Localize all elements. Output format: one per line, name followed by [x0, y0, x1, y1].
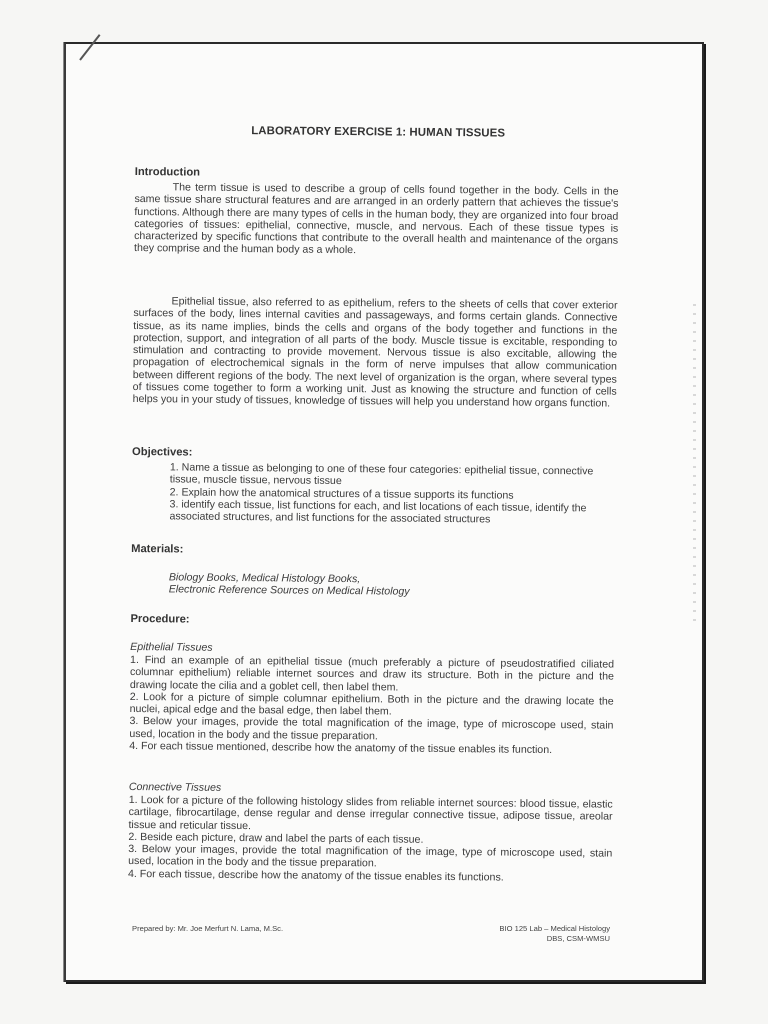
objective-item: 2. Explain how the anatomical structures of a tissue supports its functions: [169, 485, 514, 502]
introduction-heading: Introduction: [134, 165, 201, 179]
epithelial-subheading: Epithelial Tissues: [130, 640, 213, 654]
footer-course-line-1: BIO 125 Lab – Medical Histology: [499, 924, 610, 933]
materials-list: [169, 571, 410, 598]
objectives-heading: Objectives:: [132, 445, 193, 459]
procedure-step: 4. For each tissue mentioned, describe how the anatomy of the tissue enables its function.: [129, 740, 553, 757]
procedure-heading: Procedure:: [130, 612, 190, 626]
materials-heading: Materials:: [131, 542, 184, 556]
procedure-step: 1. Look for a picture of the following histology slides from reliable internet sources: blood tissue, elastic cartilage, fibrocartilage, dense regular and dense irregular connective tissue, adipose tissue, areolar tissue and reticular tissue.: [128, 793, 613, 832]
footer-course-line-2: DBS, CSM-WMSU: [546, 934, 610, 943]
procedure-step: 2. Look for a picture of simple columnar epithelium. Both in the picture and the drawing locate the nuclei, apical edge and the basal edge, then label them.: [129, 690, 614, 718]
footer-course-info: [476, 924, 610, 944]
materials-line-1: Biology Books, Medical Histology Books,: [168, 571, 361, 586]
document-title: LABORATORY EXERCISE 1: HUMAN TISSUES: [251, 125, 506, 140]
introduction-paragraph-2: [133, 295, 618, 410]
introduction-paragraph-1: [134, 181, 619, 259]
materials-line-2: Electronic Reference Sources on Medical Histology: [168, 583, 410, 598]
paragraph-text: Epithelial tissue, also referred to as epithelium, refers to the sheets of cells that cover exterior surfaces of the body, lines internal cavities and passageways, and forms certain glands. Connective tissue, as its name implies, binds the cells and organs of the body together and functions in the protection, support, and integration of all parts of the body. Muscle tissue is excitable, responding to stimulation and contracting to provide movement. Nervous tissue is also excitable, allowing the propagation of electrochemical signals in the form of nerve impulses that allow communication between different regions of the body. The next level of organization is the organ, where several types of tissues come together to form a working unit. Just as knowing the structure and function of cells helps you in your study of tissues, knowledge of tissues will help you understand how organs function.: [132, 295, 618, 410]
procedure-step: 4. For each tissue, describe how the anatomy of the tissue enables its functions.: [127, 867, 504, 884]
connective-steps: [128, 794, 613, 885]
page-edge-texture: [693, 304, 696, 624]
document-body: [127, 44, 622, 884]
procedure-step: 3. Below your images, provide the total magnification of the image, type of microscope used, stain used, location in the body and the tissue preparation.: [129, 715, 614, 743]
procedure-step: 1. Find an example of an epithelial tissue (much preferably a picture of pseudostratified ciliated columnar epithelium) reliable internet sources and draw its structure. Both in the picture and the drawing locate the cilia and a goblet cell, then label them.: [129, 653, 615, 694]
objective-item: 1. Name a tissue as belonging to one of these four categories: epithelial tissue, connective tissue, muscle tissue, nervous tissue: [169, 461, 594, 488]
procedure-step: 3. Below your images, provide the total magnification of the image, type of microscope used, stain used, location in the body and the tissue preparation.: [128, 843, 613, 870]
epithelial-steps: [129, 654, 614, 757]
paragraph-text: The term tissue is used to describe a group of cells found together in the body. Cells in the same tissue share structural features and are arranged in an orderly pattern that achieves the tissue's functions. Although there are many types of cells in the human body, they are organized into four broad categories of tissues: epithelial, connective, muscle, and nervous. Each of these tissue types is characterized by specific functions that contribute to the overall health and maintenance of the organs they comprise and the human body as a whole.: [133, 181, 619, 257]
footer-prepared-by: Prepared by: Mr. Joe Merfurt N. Lama, M.Sc.: [132, 924, 284, 933]
objective-item: 3. identify each tissue, list functions for each, and list locations of each tissue, identify the associated structures, and list functions for the associated structures: [169, 498, 587, 526]
document-page: [64, 42, 704, 982]
connective-subheading: Connective Tissues: [128, 780, 222, 794]
procedure-step: 2. Beside each picture, draw and label the parts of each tissue.: [128, 830, 424, 846]
objectives-list: [169, 461, 614, 527]
